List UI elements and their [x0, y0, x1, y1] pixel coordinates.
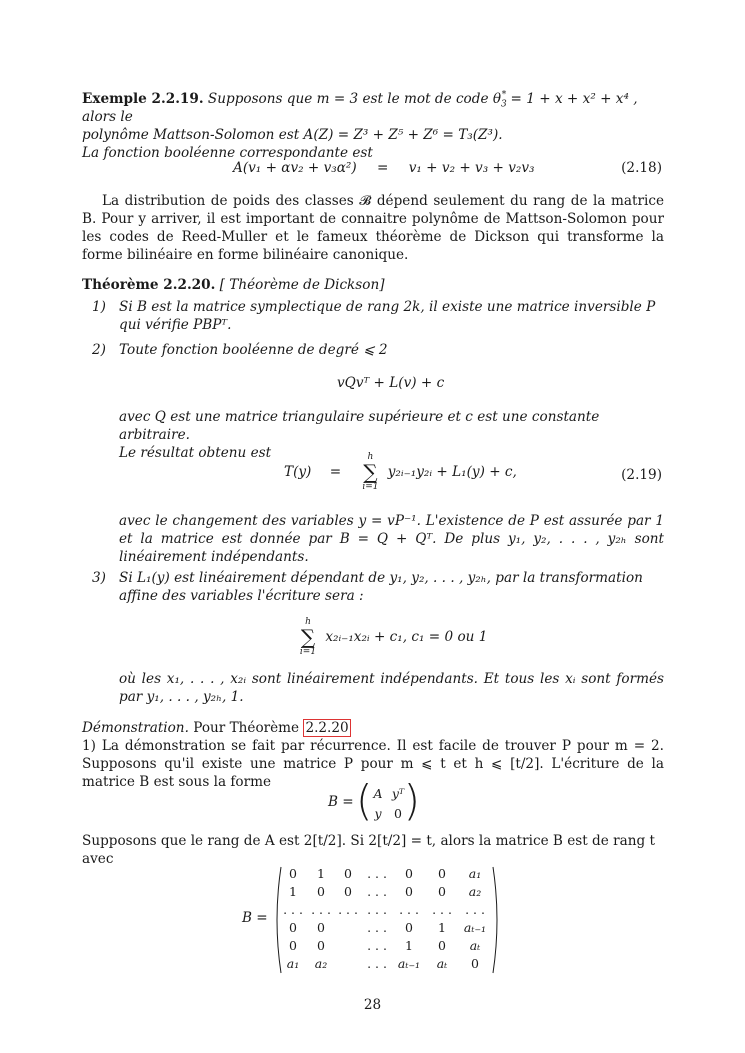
matrix-cell: 0	[405, 866, 413, 881]
example-heading: Exemple 2.2.19.	[82, 91, 204, 107]
matrix-cell: . . .	[311, 902, 331, 917]
theorem-item-1	[92, 298, 664, 334]
matrix-cell: a₁	[468, 866, 482, 881]
proof-line-1: 1) La démonstration se fait par récurrence. Il est facile de trouver P pour m = 2. Supposons qu'il existe une matrice P pour m ⩽ t et h ⩽ [t/2]. L'écriture de la matrice B est sous la forme	[82, 738, 664, 790]
matrix-cell: 0	[344, 866, 352, 881]
item-1-label: 1)	[92, 299, 106, 315]
matrix-cell: . . .	[367, 956, 387, 971]
item-2-after-2: Le résultat obtenu est	[119, 445, 272, 461]
item-3-label: 3)	[92, 570, 106, 586]
matrix-cell: 1	[317, 866, 325, 881]
item-2-after-1: avec Q est une matrice triangulaire supérieure et c est une constante arbitraire.	[119, 409, 600, 443]
theorem-heading: Théorème 2.2.20.	[82, 277, 216, 293]
example-2-2-19	[82, 90, 664, 162]
matrix-cell: aₜ	[469, 938, 481, 953]
eq-2-18-rel: =	[377, 160, 389, 176]
matrix-cell: . . .	[367, 866, 387, 881]
matrix-cell: . . .	[338, 902, 358, 917]
item-3-summation: h ∑ i=1	[299, 617, 317, 657]
matrix-cell: aₜ₋₁	[463, 920, 487, 935]
matrix-cell: aₜ	[436, 956, 448, 971]
example-line2: polynôme Mattson-Solomon est A(Z) = Z³ + Z⁵ + Z⁶ = T₃(Z³).	[82, 127, 503, 143]
eq-2-19-rhs: y₂ᵢ₋₁y₂ᵢ + L₁(y) + c,	[387, 464, 517, 480]
theorem-item-3	[92, 569, 664, 605]
item-2-change: avec le changement des variables y = vP⁻¹. L'existence de P est assurée par 1 et la matrice est donnée par B = Q + Qᵀ. De plus y₁, y₂, . . . , y₂ₕ sont linéairement indépendants.	[119, 513, 664, 565]
big-matrix-label: B =	[242, 910, 268, 926]
block-matrix-label: B =	[328, 794, 354, 810]
matrix-cell: . . .	[465, 902, 485, 917]
matrix-cell: a₁	[286, 956, 300, 971]
proof-heading: Démonstration.	[82, 720, 189, 736]
matrix-cell: 0	[405, 884, 413, 899]
rank-line: Supposons que le rang de A est 2[t/2]. Si 2[t/2] = t, alors la matrice B est de rang t avec	[82, 833, 655, 867]
proof-intro: Pour Théorème	[193, 720, 300, 736]
matrix-cell: a₂	[468, 884, 482, 899]
example-line3: La fonction booléenne correspondante est	[82, 145, 373, 161]
right-paren: )	[403, 776, 420, 825]
matrix-cell: 0	[317, 938, 325, 953]
matrix-cell: . . .	[432, 902, 452, 917]
matrix-cell: 0	[471, 956, 479, 971]
theorem-title: [ Théorème de Dickson]	[219, 277, 385, 293]
matrix-cell: . . .	[367, 938, 387, 953]
big-matrix	[272, 865, 502, 975]
eq-2-19-rel: =	[329, 464, 342, 480]
theorem-reference-link[interactable]: 2.2.20	[305, 720, 349, 736]
item-3-formula	[297, 617, 487, 657]
matrix-cell: . . .	[367, 920, 387, 935]
block-matrix	[356, 776, 420, 826]
eq-2-19-summation: h ∑ i=1	[362, 452, 379, 492]
matrix-cell: 0	[317, 884, 325, 899]
matrix-cell: . . .	[367, 884, 387, 899]
item-3-after: où les x₁, . . . , x₂ᵢ sont linéairement indépendants. Et tous les xᵢ sont formés par y₁, . . . , y₂ₕ, 1.	[119, 671, 664, 705]
matrix-cell: aₜ₋₁	[397, 956, 421, 971]
example-line1: Supposons que m = 3 est le mot de code $\theta_3^* = 1 + x + x^2 + x^4$ , alors le	[82, 90, 638, 125]
equation-2-19-number: (2.19)	[621, 467, 662, 483]
block-cell: y	[374, 806, 382, 821]
matrix-cell: 0	[438, 938, 446, 953]
item-1-text: Si B est la matrice symplectique de rang 2k, il existe une matrice inversible P qui vérifie PBPᵀ.	[119, 299, 656, 333]
eq-2-18-lhs: A(v₁ + αv₂ + v₃α²)	[233, 160, 357, 176]
proof-header	[82, 719, 664, 737]
item-2-text: Toute fonction booléenne de degré ⩽ 2	[119, 342, 388, 358]
equation-2-18-number: (2.18)	[621, 160, 662, 176]
paragraph-distribution: La distribution de poids des classes 𝓑 dépend seulement du rang de la matrice B. Pour y arriver, il est important de connaitre polynôme de Mattson-Solomon pour les codes de Reed-Muller et le fameux théorème de Dickson qui transforme la forme bilinéaire en forme bilinéaire canonique.	[82, 193, 664, 263]
eq-2-19-lhs: T(y)	[284, 464, 312, 480]
equation-2-18	[233, 159, 534, 177]
matrix-cell: 0	[438, 866, 446, 881]
item-3-text: Si L₁(y) est linéairement dépendant de y₁, y₂, . . . , y₂ₕ, par la transformation affine des variables l'écriture sera :	[119, 570, 643, 604]
matrix-cell: 0	[344, 884, 352, 899]
matrix-cell: . . .	[399, 902, 419, 917]
matrix-cell: 1	[438, 920, 446, 935]
block-cell: yᵀ	[391, 786, 405, 801]
block-cell: 0	[394, 806, 402, 821]
matrix-cell: 1	[289, 884, 297, 899]
matrix-cell: 0	[289, 938, 297, 953]
matrix-cell: 0	[405, 920, 413, 935]
matrix-cell: 0	[438, 884, 446, 899]
matrix-cell: a₂	[314, 956, 328, 971]
block-cell: A	[373, 786, 383, 801]
theorem-item-2	[92, 341, 664, 359]
theorem-header	[82, 276, 664, 294]
item-2-formula: vQvᵀ + L(v) + c	[337, 375, 445, 391]
item-3-formula-body: x₂ᵢ₋₁x₂ᵢ + c₁, c₁ = 0 ou 1	[325, 629, 488, 645]
matrix-cell: 0	[317, 920, 325, 935]
matrix-cell: 1	[405, 938, 413, 953]
page-number: 28	[363, 997, 382, 1013]
matrix-cell: . . .	[367, 902, 387, 917]
left-paren: (	[356, 776, 373, 825]
matrix-cell: 0	[289, 920, 297, 935]
equation-2-19	[284, 452, 517, 492]
matrix-cell: 0	[289, 866, 297, 881]
eq-2-18-rhs: v₁ + v₂ + v₃ + v₂v₃	[408, 160, 535, 176]
item-2-label: 2)	[92, 342, 106, 358]
matrix-cell: . . .	[283, 902, 303, 917]
